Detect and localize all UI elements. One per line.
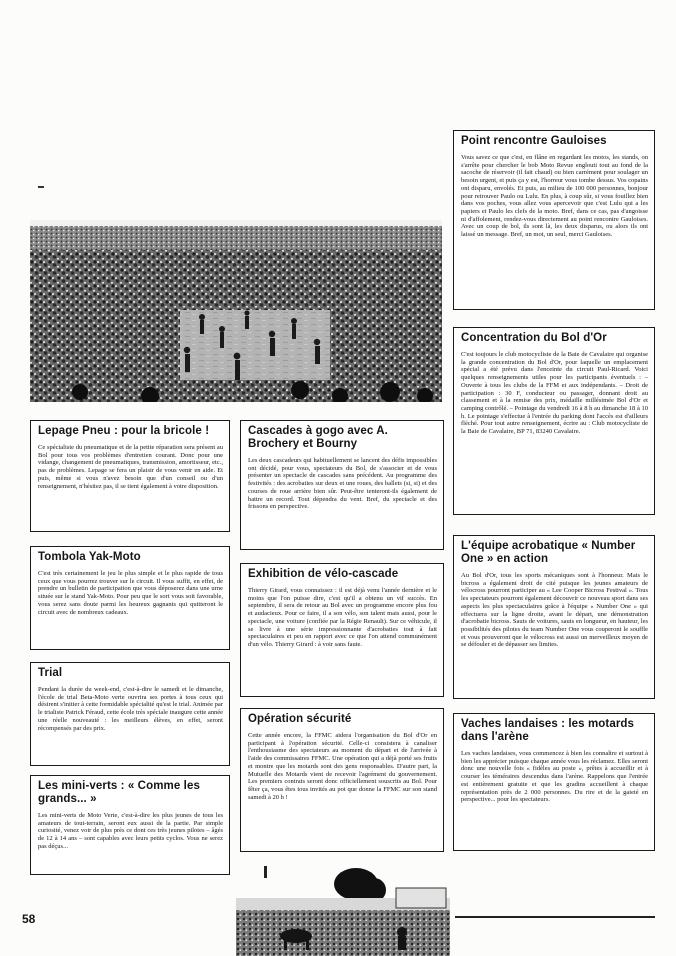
article-title: Concentration du Bol d'Or [461,332,607,344]
article-gauloises [453,130,655,310]
article-title: L'équipe acrobatique « Number One » en action [461,540,636,565]
article-title: Les mini-verts : « Comme les grands... » [38,780,200,805]
article-body: Cette année encore, la FFMC aidera l'organisation du Bol d'Or en participant à l'opération sécurité. Celle-ci consistera à canaliser l'enthousiasme des spectateurs au moment du départ et de l'arrivée à l'aide des commissaires FFMC. Une opération qui a déjà porté ses fruits et montre que les motards sont des gens responsables. D'autre part, la Mutuelle des Motards vient de recevoir l'agrément du gouvernement. Les premiers contrats seront donc officiellement souscrits au Bol. Pour fêter ça, vous êtes tous invités au pot que donne la FFMC sur son stand samedi à 20 h ! [248,732,437,801]
bottom-rule [455,916,655,918]
article-body: Les deux cascadeurs qui habituellement se lancent des défis impossibles ont décidé, pour vous, spectateurs du Bol, de s'associer et de vous présenter un spectacle de cascades sans précédent. Au programme des festivités : des acrobaties sur deux et une roues, des ballets (si, si) et des courses de roue arrière bien sûr. Peut-être tenteront-ils également de battre un record. Tout dépendra du vent. Bref, du spectacle et des frissons en perspective. [248,457,437,511]
article-body: Les vaches landaises, vous commencez à bien les connaître et surtout à bien les apprécier puisque chaque année vous les réclamez. Elles seront donc une nouvelle fois « fidèles au poste », prêtes à accueillir et à courser les téméraires descendus dans l'arène. Rappelons que l'entrée est entièrement gratuite et que les gradins accueillent à chaque représentation près de 2 000 personnes. Du rire et de la gaieté en perspective... pour les spectateurs. [461,750,648,804]
article-body: Vous savez ce que c'est, en flâne en regardant les motos, les stands, on s'arrête pour chercher le bob Moto Revue englouti tout au fond de la sacoche de réservoir (il fait chaud) ou bien carrément pour soulager un besoin urgent, et puis ça y est, l'horreur vous tombe dessus. Vos copains ont disparu, envolés. Et puis, au milieu de 100 000 personnes, bonjour pour retrouver Paulo ou Lulu. En plus, à coup sûr, si vous fouillez bien dans vos poches, vous allez vous apercevoir que c'est Lulu qui a les papiers et Paulo les clefs de la moto. Bref, dans ce cas, pas d'angoisse ni d'affolement, rendez-vous directement au point rencontre Gauloises. Avec un coup de bol, ils sont là, les deux disparus, ou alors ils ont laissé un message. Bref, un mot, un seul, merci Gauloises. [461,154,648,239]
article-body: Les mini-verts de Moto Verte, c'est-à-dire les plus jeunes de tous les amateurs de tout-terrain, seront eux aussi de la partie. Par simple curiosité, venez voir de plus près ce dont ces très jeunes pilotes – âgés de 12 à 14 ans – sont capables avec leurs petits cyclos. Vous ne serez pas déçus... [38,812,223,850]
article-title: Tombola Yak-Moto [38,551,141,563]
article-title: Opération sécurité [248,713,352,725]
article-title: Trial [38,667,63,679]
article-title: Point rencontre Gauloises [461,135,607,147]
article-title: Lepage Pneu : pour la bricole ! [38,425,210,437]
article-body: Pendant la durée du week-end, c'est-à-dire le samedi et le dimanche, l'école de trial Beta-Moto verte ouvrira ses portes à tous ceux qui désirent s'initier à cette formidable spécialité qu'est le trial. Animée par le trialiste Patrick Féraud, cette école très spéciale inaugure cette année une réelle nouveauté : les meilleurs élèves, en effet, seront récompensés par des prix. [38,686,223,732]
article-equipe [453,535,655,699]
article-concentration [453,327,655,515]
article-velo [240,563,444,697]
decorative-dash [38,186,44,188]
article-title: Vaches landaises : les motards dans l'arène [461,718,635,743]
article-body: C'est toujours le club motocycliste de la Baie de Cavalaire qui organise la grande concentration du Bol d'Or, pour laquelle un emplacement spécial a été prévu dans l'enceinte du circuit Paul-Ricard. Voici quelques renseignements utiles pour les participants éventuels : – Ouverte à tous les clubs de la FFM et aux indépendants. – Droit de participation : 30 F, conducteur ou passager, donnant droit au classement et à la remise des prix, médaille millésimée Bol d'Or et camping contrôlé. – Pointage du vendredi 16 à 8 h au dimanche 18 à 10 h. Le pointage s'effectue à l'entrée du parking dont l'accès est d'ailleurs fléché. Pour tout autre renseignement, écrire au : Club motocycliste de la Baie de Cavalaire, BP 71, 83240 Cavalaire. [461,351,648,436]
article-cascades [240,420,444,550]
crowd-photo [30,220,442,402]
article-miniverts [30,775,230,875]
article-body: C'est très certainement le jeu le plus simple et le plus rapide de tous ceux que vous pourrez trouver sur le circuit. Il vous suffit, en effet, de prendre un bulletin de participation que vous déposerez dans une urne située sur le stand Yak-Moto. Pour peu que le sort vous soit favorable, vous serez sans doute parmi les heureux gagnants qui quitteront le circuit avec de nombreux cadeaux. [38,570,223,616]
article-lepage [30,420,230,532]
article-title: Exhibition de vélo-cascade [248,568,399,580]
article-vaches [453,713,655,851]
arena-photo [236,862,450,956]
article-title: Cascades à gogo avec A. Brochery et Bourny [248,425,388,450]
article-trial [30,662,230,766]
arena-photo-graphic [236,862,450,956]
article-securite [240,708,444,852]
article-body: Thierry Girard, vous connaissez : il est déjà venu l'année dernière et le moins que l'on puisse dire, c'est qu'il a obtenu un vif succès. En septembre, il sera de retour au Bol avec un programme encore plus fou et audacieux. Pour ce faire, il a son vélo, son talent mais aussi, pour le spectacle, une voiture (confiée par la Régie Renault). Sur ce véhicule, il se livre à une série impressionnante d'acrobaties tout à fait spectaculaires et peu en rapport avec ce que l'on attend communément d'un vélo. Thierry Girard : à voir sans faute. [248,587,437,648]
article-body: Ce spécialiste du pneumatique et de la petite réparation sera présent au Bol pour tous vos problèmes d'entretien courant. Donc pour une vidange, changement de pneumatiques, transmission, amortisseur, etc., pas de problèmes. Lepage se fera un plaisir de vous venir en aide. Et puis, même si vous n'avez besoin que d'un conseil ou d'un renseignement, n'hésitez pas, il se tient également à votre disposition. [38,444,223,490]
crowd-photo-graphic [30,220,442,402]
article-body: Au Bol d'Or, tous les sports mécaniques sont à l'honneur. Mais le bicross a également droit de cité puisque les jeunes amateurs de vélocross pourront participer au « Lee Cooper Bicross Festival ». Tous les spectateurs pourront également découvrir ce nouveau sport dans ses aspects les plus spectaculaires grâce à l'équipe « Number One » qui effectuera sur la ligne droite, avant le départ, une démonstration d'acrobatie bicross. Sauts de voitures, sauts en longueur, en hauteur, les possibilités des pilotes du team Number One vous couperont le souffle et vous prouveront que le vélocross est aussi un merveilleux moyen de se défouler et de dépasser ses limites. [461,572,648,649]
page-number: 58 [22,912,36,926]
article-tombola [30,546,230,650]
